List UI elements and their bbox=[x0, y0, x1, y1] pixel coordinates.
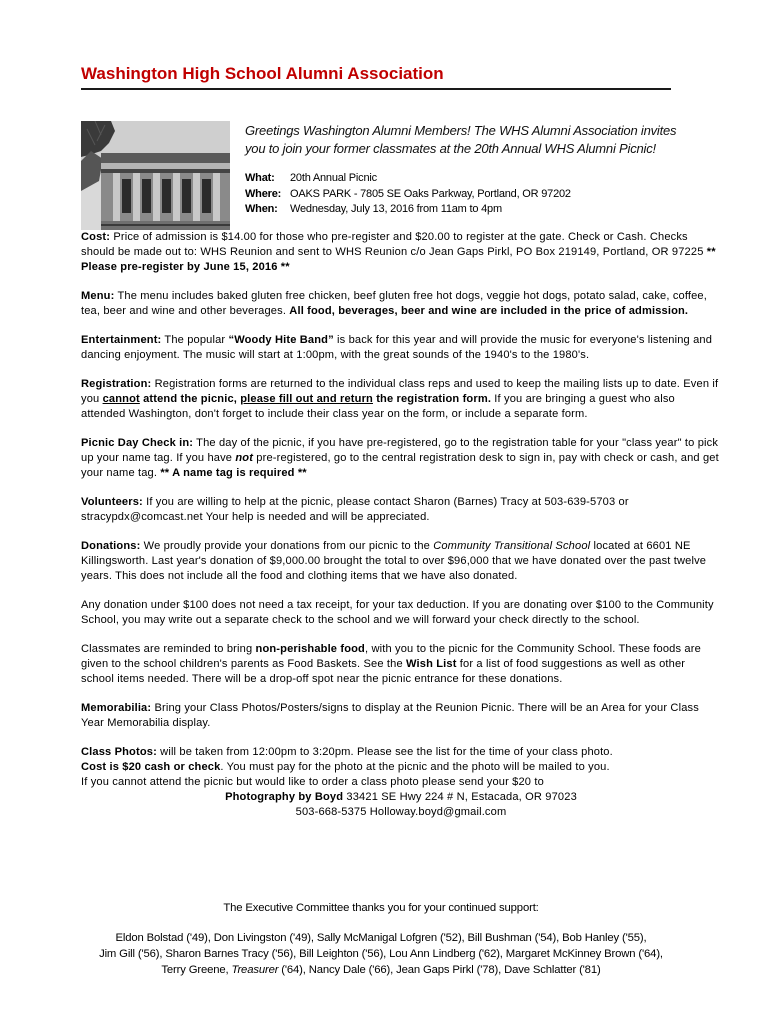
volunteers-section bbox=[81, 495, 721, 525]
event-where bbox=[245, 187, 571, 203]
event-what bbox=[245, 171, 571, 187]
food-text-2: , with you to the picnic for the Community School. These foods are given to the school children's parents as Food Baskets. See the bbox=[81, 643, 701, 670]
where-label: Where: bbox=[245, 187, 282, 200]
entertainment-text-1: The popular bbox=[161, 334, 229, 346]
registration-section bbox=[81, 377, 721, 422]
cannot-emphasis: cannot bbox=[102, 393, 140, 405]
band-name: “Woody Hite Band” bbox=[228, 334, 334, 346]
class-photos-order: If you cannot attend the picnic but would like to order a class photo please send your $20 to bbox=[81, 776, 544, 788]
cost-label: Cost: bbox=[81, 231, 111, 243]
cost-section bbox=[81, 230, 721, 275]
registration-text-2: attend the picnic, bbox=[139, 393, 241, 405]
names-3b: ('64), Nancy Dale ('66), Jean Gaps Pirkl ('78), Dave Schlatter ('81) bbox=[278, 964, 601, 976]
food-text-1: Classmates are reminded to bring bbox=[81, 643, 256, 655]
where-value: OAKS PARK - 7805 SE Oaks Parkway, Portland, OR 97202 bbox=[290, 187, 571, 200]
when-value: Wednesday, July 13, 2016 from 11am to 4pm bbox=[290, 203, 502, 215]
menu-section bbox=[81, 289, 721, 319]
food-text-3: for a list of food suggestions as well as other school items needed. There will be a drop-off spot near the picnic entrance for these donations. bbox=[81, 658, 686, 685]
volunteers-label: Volunteers: bbox=[81, 496, 143, 508]
treasurer-role: Treasurer bbox=[231, 964, 279, 976]
registration-text-4: If you are bringing a guest who also attended Washington, don't forget to include their class year on the form, or include a separate form. bbox=[81, 393, 675, 420]
committee-names-2: Jim Gill ('56), Sharon Barnes Tracy ('56), Bill Leighton ('56), Lou Ann Lindberg ('62), Margaret McKinney Brown ('64), bbox=[99, 948, 663, 960]
what-label: What: bbox=[245, 172, 275, 184]
checkin-text-2: pre-registered, go to the central registration desk to sign in, pay with check or cash, and get your name tag. bbox=[81, 452, 719, 479]
class-photos-label: Class Photos: bbox=[81, 746, 157, 758]
class-photos-line-2 bbox=[81, 760, 721, 775]
entertainment-label: Entertainment: bbox=[81, 334, 162, 346]
thanks-lead: The Executive Committee thanks you for your continued support: bbox=[223, 902, 539, 914]
fill-out-emphasis: please fill out and return bbox=[240, 393, 373, 405]
name-tag-required: ** A name tag is required ** bbox=[160, 467, 307, 479]
event-details bbox=[245, 171, 571, 218]
photographer-address bbox=[81, 790, 721, 805]
nonperishable-emphasis: non-perishable food bbox=[255, 643, 365, 655]
food-section bbox=[81, 642, 721, 687]
committee-thanks bbox=[81, 900, 681, 978]
menu-label: Menu: bbox=[81, 290, 115, 302]
photographer-name: Photography by Boyd bbox=[225, 791, 344, 803]
event-when bbox=[245, 202, 571, 218]
donations-section bbox=[81, 539, 721, 584]
document-title: Washington High School Alumni Association bbox=[81, 64, 444, 83]
volunteers-text: If you are willing to help at the picnic, please contact Sharon (Barnes) Tracy at 503-639-5703 or stracypdx@comcast.net Your help is needed and will be appreciated. bbox=[81, 496, 629, 523]
school-building-photo bbox=[81, 121, 230, 230]
cost-text: Price of admission is $14.00 for those who pre-register and $20.00 to register at the gate. Check or Cash. Checks should be made out to: WHS Reunion and sent to WHS Reunion c/o Jean Gaps Pirkl, PO Box 219149, Portland, OR 97225 bbox=[81, 231, 707, 258]
class-photos-line-1 bbox=[81, 745, 721, 760]
flyer-body bbox=[81, 230, 721, 820]
school-name: Community Transitional School bbox=[433, 540, 591, 552]
memorabilia-section bbox=[81, 701, 721, 731]
donations-label: Donations: bbox=[81, 540, 141, 552]
committee-names-1: Eldon Bolstad ('49), Don Livingston ('49), Sally McManigal Lofgren ('52), Bill Bushman ('54), Bob Hanley ('55), bbox=[115, 932, 647, 944]
donations-text-1: We proudly provide your donations from our picnic to the bbox=[140, 540, 434, 552]
memorabilia-text: Bring your Class Photos/Posters/signs to display at the Reunion Picnic. There will be an Area for your Class Year Memorabilia display. bbox=[81, 702, 699, 729]
class-photo-cost: Cost is $20 cash or check bbox=[81, 761, 221, 773]
registration-text-3: the registration form. bbox=[372, 393, 492, 405]
checkin-label: Picnic Day Check in: bbox=[81, 437, 194, 449]
what-value: 20th Annual Picnic bbox=[290, 172, 377, 184]
when-label: When: bbox=[245, 203, 278, 215]
class-photos-payment: . You must pay for the photo at the picnic and the photo will be mailed to you. bbox=[220, 761, 610, 773]
menu-text: The menu includes baked gluten free chicken, beef gluten free hot dogs, veggie hot dogs, potato salad, cake, coffee, tea, beer and wine and other beverages. bbox=[81, 290, 707, 317]
memorabilia-label: Memorabilia: bbox=[81, 702, 152, 714]
title-divider bbox=[81, 88, 671, 90]
menu-included: All food, beverages, beer and wine are included in the price of admission. bbox=[289, 305, 689, 317]
entertainment-text-2: is back for this year and will provide the music for everyone's listening and dancing enjoyment. The music will start at 1:00pm, with the great sounds of the 1940's to the 1980's. bbox=[81, 334, 713, 361]
registration-label: Registration: bbox=[81, 378, 152, 390]
committee-names-3 bbox=[81, 962, 681, 978]
donations-text-2: located at 6601 NE Killingsworth. Last year's donation of $9,000.00 brought the total to over $96,000 that we have donated over the past twelve years. This does not include all the food and clothing items that we have also donated. bbox=[81, 540, 707, 582]
tax-section: Any donation under $100 does not need a tax receipt, for your tax deduction. If you are donating over $100 to the Community School, you may write out a separate check to the school and we will forward your check directly to the school. bbox=[81, 599, 714, 626]
class-photos-section bbox=[81, 745, 721, 820]
class-photos-time: will be taken from 12:00pm to 3:20pm. Please see the list for the time of your class photo. bbox=[156, 746, 613, 758]
invitation-greeting: Greetings Washington Alumni Members! The WHS Alumni Association invites you to join your former classmates at the 20th Annual WHS Alumni Picnic! bbox=[245, 123, 677, 156]
not-emphasis: not bbox=[235, 452, 254, 464]
checkin-text-1: The day of the picnic, if you have pre-registered, go to the registration table for your "class year" to pick up your name tag. If you have bbox=[81, 437, 719, 464]
photographer-contact: 503-668-5375 Holloway.boyd@gmail.com bbox=[295, 806, 507, 818]
cost-deadline: ** Please pre-register by June 15, 2016 ** bbox=[81, 246, 716, 273]
photographer-street: 33421 SE Hwy 224 # N, Estacada, OR 97023 bbox=[343, 791, 577, 803]
names-3a: Terry Greene, bbox=[161, 964, 232, 976]
wish-list-emphasis: Wish List bbox=[406, 658, 457, 670]
registration-text-1: Registration forms are returned to the individual class reps and used to keep the mailing lists up to date. Even if you bbox=[81, 378, 719, 405]
entertainment-section bbox=[81, 333, 721, 363]
checkin-section bbox=[81, 436, 721, 481]
